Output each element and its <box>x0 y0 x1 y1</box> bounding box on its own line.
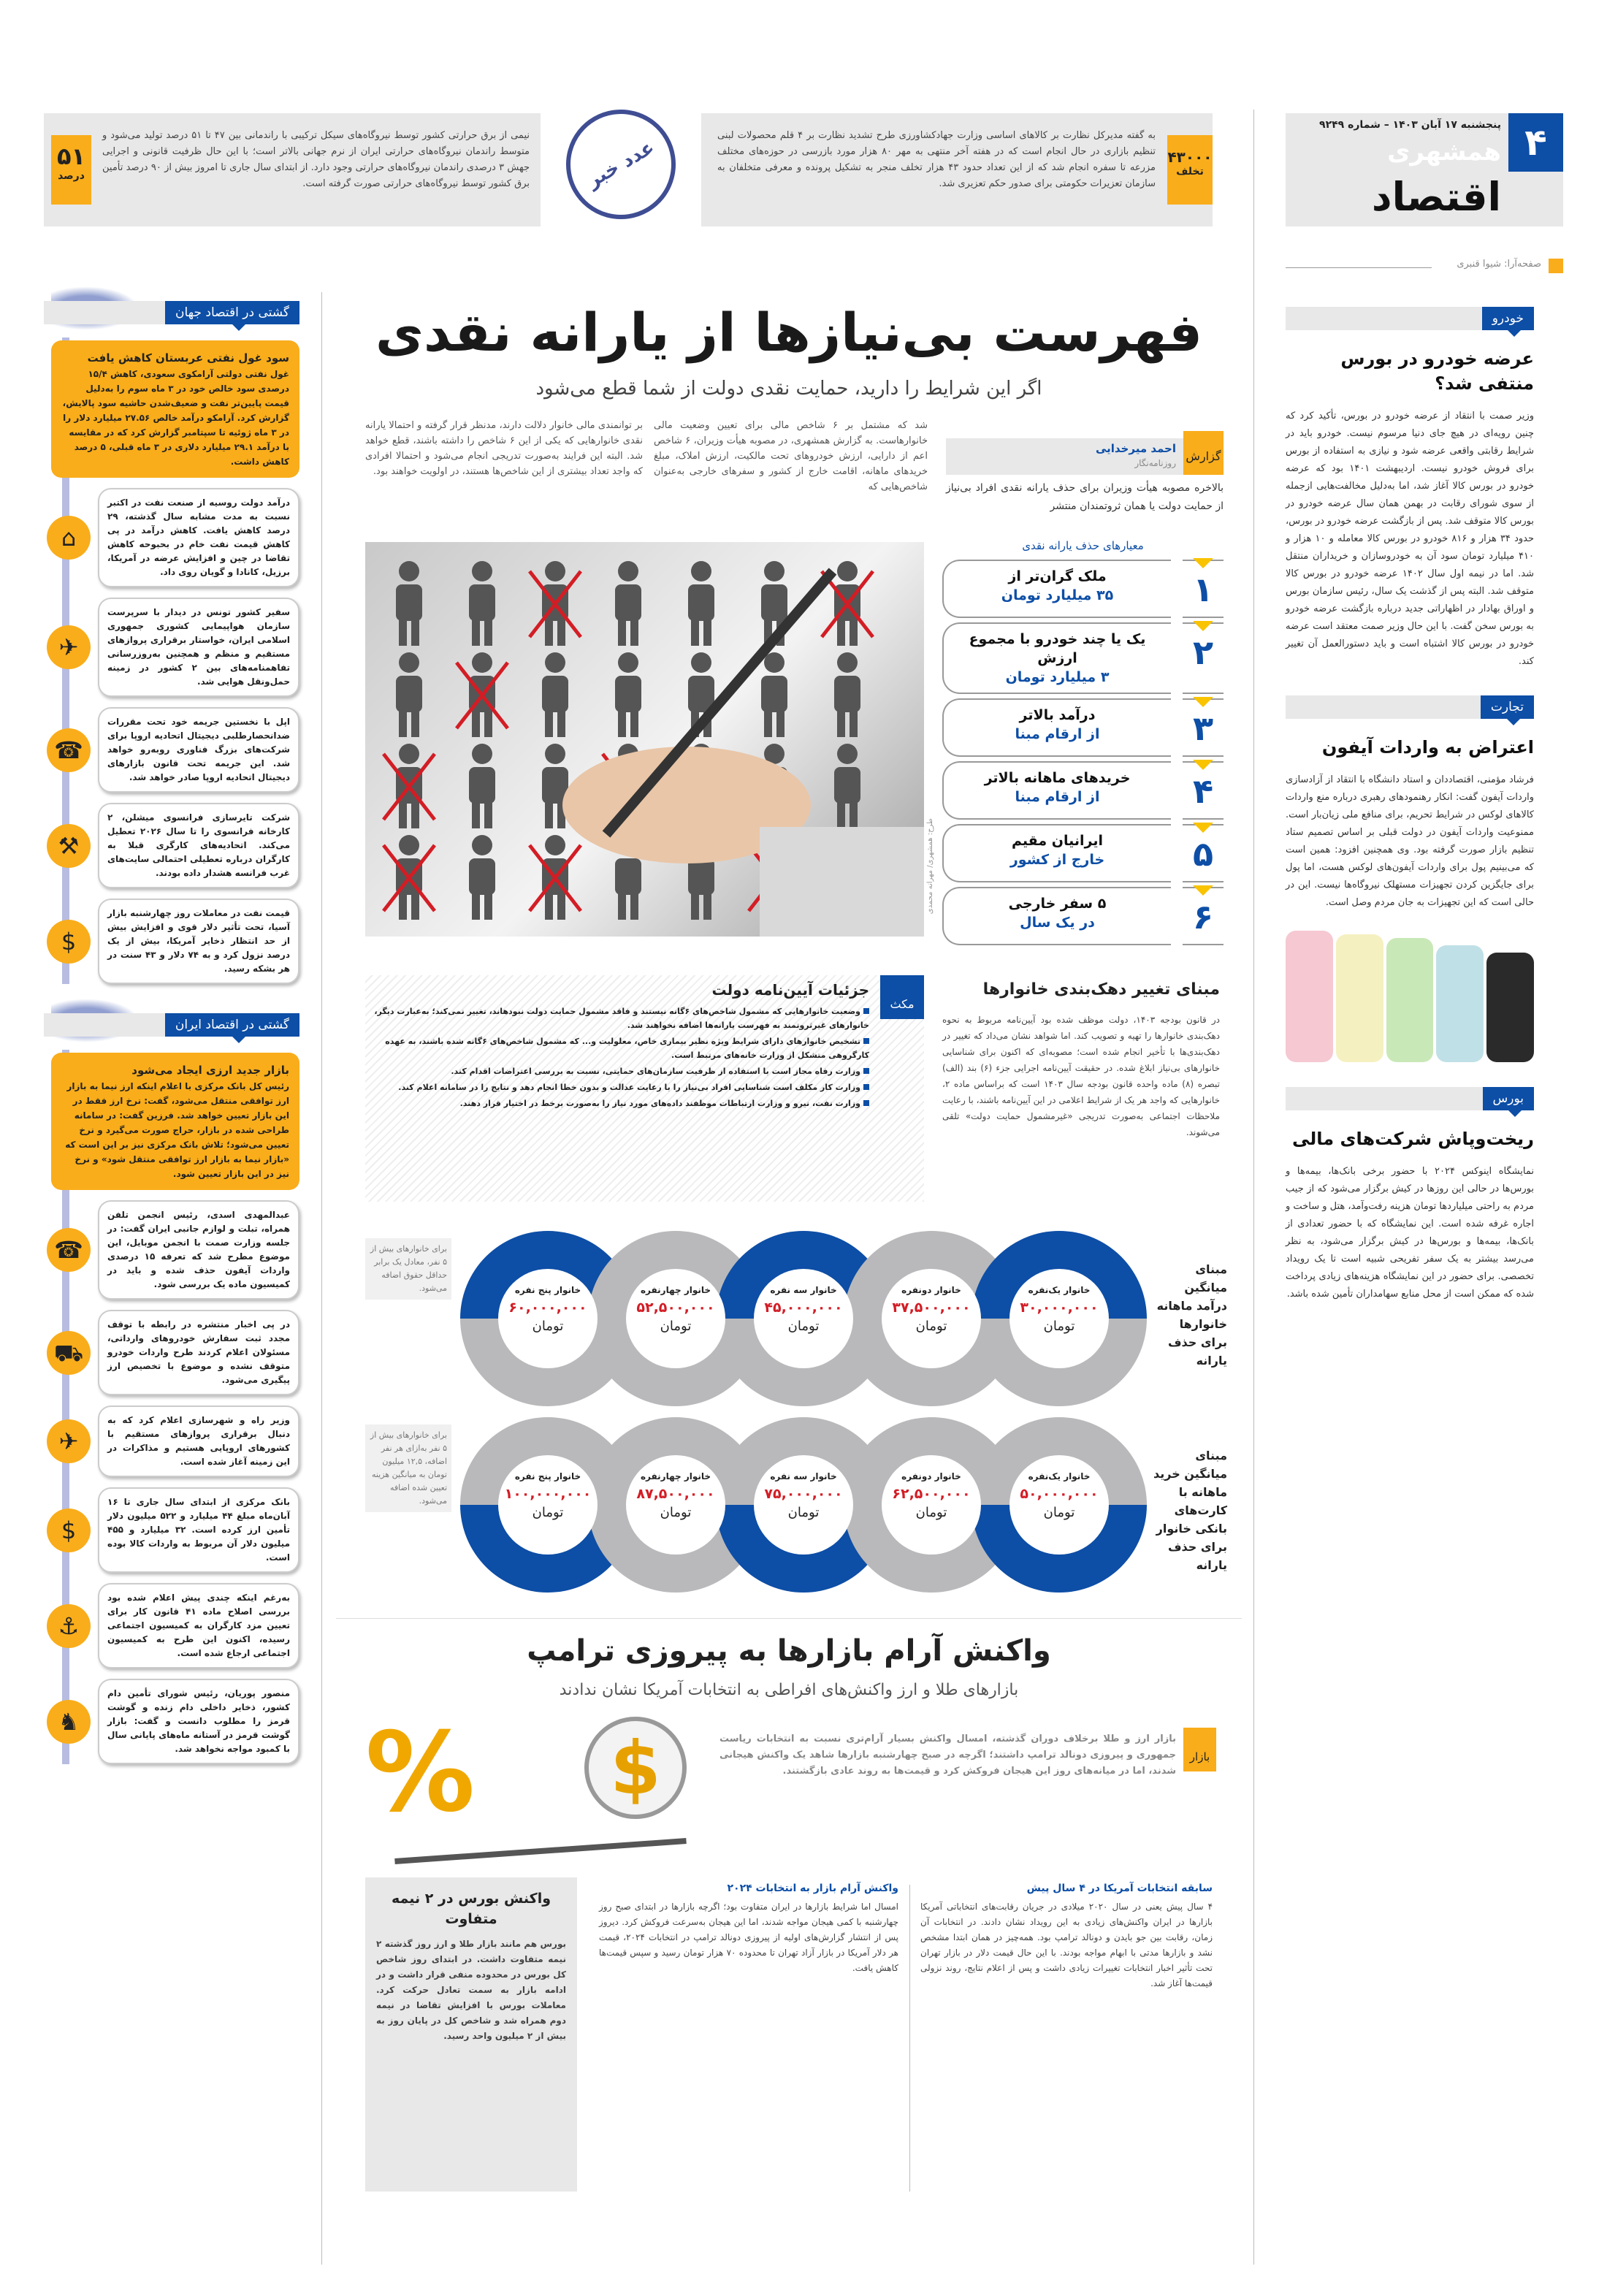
image-credit: طرح: همشهری/ مهرانه محمدی <box>926 818 934 915</box>
news-brief: قیمت نفت در معاملات روز چهارشنبه بازار آسیا، تحت تأثیر دلار قوی و افزایش بیش از حد انتظار ذخایر آمریکا، بیش از یک درصد نزول کرد و به ۷۴ دلار و ۴۳ سنت در هر بشکه رسید. <box>98 899 299 984</box>
article-body: وزیر صمت با انتقاد از عرضه خودرو در بورس، تأکید کرد که چنین رویه‌ای در هیچ جای دنیا مرسوم نیست. خودرو باید در شرایط رقابتی واقعی عرضه شود و نیازی به استفاده از بورس برای فروش خودرو نیست. اردیبهشت ۱۴۰۱ بود که عرضه خودرو در بورس کالا آغاز شد، اما به‌دلیل مخالفت‌هایی ازجمله از سوی شورای رقابت در بهمن همان سال عرضه خودرو در بورس کالا متوقف شد. پس از بازگشت عرضه خودرو در بورس، حدود ۳۴ هزار و ۸۱۶ خودرو در بورس کالا معامله و ۱۰ هزار و ۴۱۰ میلیارد تومان سود آن به خودروسازان و خریداران منتقل شد. اما در نیمه اول سال ۱۴۰۲ عرضه خودرو در بورس کالا متوقف شد. البته پس از گذشت یک سال، رئیس سازمان بورس و اوراق بهادار در اظهاراتی جدید درباره بازگشت عرضه خودرو به بورس سخن گفت. با این حال وزیر صمت معتقد است عرضه خودرو در بورس کالا اشتباه است و باید دستورالعمل آن تغییر کند. <box>1286 411 1534 667</box>
news-brief-row <box>44 1406 299 1477</box>
news-brief-row <box>44 803 299 888</box>
article-lead: بالاخره مصوبه هیأت وزیران برای حذف یارانه نقدی افراد بی‌نیاز از حمایت دولت یا همان ثروتمندان منتشر <box>946 482 1224 512</box>
family-size: خانوار پنج نفره <box>514 1285 581 1295</box>
news-brief-row <box>44 1487 299 1573</box>
article-title: عرضه خودرو در بورس منتفی شد؟ <box>1340 348 1534 394</box>
amount-unit: تومان <box>660 1319 692 1334</box>
box-kicker: مکث <box>880 975 924 1019</box>
headline-box <box>51 340 299 478</box>
criteria-line1: یک یا چند خودرو با مجموع ارزش <box>969 631 1146 666</box>
divider <box>1286 267 1432 268</box>
criteria-line2: خارج از کشور <box>1009 852 1105 868</box>
family-size: خانوار چهارنفره <box>640 1471 711 1481</box>
bourse-box <box>365 1877 577 2192</box>
person-icon <box>542 744 568 828</box>
chevron-down-icon <box>1193 558 1213 579</box>
stamp-logo: عدد خبر <box>546 90 696 240</box>
bullet-item <box>373 1004 869 1032</box>
left-column <box>44 301 299 1793</box>
news-article <box>1286 695 1534 1062</box>
illustration-gold-market <box>365 1709 709 1870</box>
criteria-title: معیارهای حذف یارانه نقدی <box>1022 539 1144 552</box>
logo-hamshahri: همشهری <box>1387 137 1501 167</box>
person-icon <box>396 652 422 737</box>
news-brief: وزیر راه و شهرسازی اعلام کرد که به دنبال برقراری پروازهای مستقیم با کشورهای اروپایی هستیم و مذاکرات در این زمینه آغاز شده است. <box>98 1406 299 1477</box>
section-label <box>1286 695 1534 719</box>
donut-label <box>882 1269 981 1368</box>
section-label <box>1286 307 1534 330</box>
author-box <box>946 438 1183 475</box>
mobile-icon: ☎ <box>47 1228 91 1272</box>
article-column: امسال اما شرایط بازارها در ایران متفاوت بود؛ اگرچه بازارها در ابتدای صبح روز چهارشنبه با کمی هیجان مواجه شدند، اما این هیجان به‌سرعت فروکش کرد. دیروز پس از انتشار گزارش‌های اولیه از پیروزی دونالد ترامپ در انتخابات ۲۰۲۴، قیمت هر دلار آمریکا در بازار آزاد تهران تا محدوده ۷۰ هزار تومان رسید و سپس قیمت‌ها کاهش یافت. <box>599 1902 898 1973</box>
criteria-line2: ۳ میلیارد تومان <box>1005 669 1110 685</box>
criteria-item <box>942 887 1224 945</box>
section-name: خودرو <box>1482 307 1534 330</box>
donut-label <box>626 1455 725 1555</box>
chevron-down-icon <box>1193 885 1213 906</box>
article-title: ریخت‌وپاش شرکت‌های مالی <box>1291 1129 1534 1149</box>
person-icon <box>542 652 568 737</box>
criteria-item <box>942 698 1224 757</box>
ship-icon: ⚓ <box>47 1604 91 1648</box>
donut-label <box>626 1269 725 1368</box>
article-kicker: بازار <box>1183 1728 1216 1771</box>
bullet-item <box>373 1096 869 1110</box>
section-name: تجارت <box>1481 695 1534 719</box>
car-icon: ⛟ <box>47 1331 91 1375</box>
donut-label <box>754 1269 853 1368</box>
person-icon <box>469 744 495 828</box>
criteria-number: ۲ <box>1183 622 1224 694</box>
number-text: به گفته مدیرکل نظارت بر کالاهای اساسی وزارت جهادکشاورزی طرح تشدید نظارت بر ۴ قلم محصولات لبنی تنظیم بازاری در حال انجام است که در هفته آخر منتهی به مهر ۸۰ هزار مورد بازرسی در حوزه‌های مختلف مزرعه تا سفره انجام شد که از این تعداد حدود ۴۳ هزار تخلف منجر به تشکیل پرونده و معرفی متخلفان به سازمان تعزیرات حکومتی برای صدور حکم تعزیری شد. <box>717 130 1156 189</box>
section-name: بورس <box>1483 1087 1534 1110</box>
divider <box>336 1618 1242 1619</box>
news-brief-row <box>44 1200 299 1300</box>
column-divider <box>321 292 322 2265</box>
number-unit: درصد <box>58 170 85 182</box>
family-size: خانوار چهارنفره <box>640 1285 711 1295</box>
criteria-item <box>942 622 1224 694</box>
donut-label <box>498 1269 598 1368</box>
amount-unit: تومان <box>915 1319 947 1334</box>
subhead: واکنش آرام بازار به انتخابات ۲۰۲۴ <box>727 1883 898 1894</box>
criteria-item <box>942 761 1224 820</box>
news-brief-row <box>44 1583 299 1668</box>
report-kicker: گزارش <box>1183 431 1224 475</box>
person-icon <box>469 561 495 646</box>
family-size: خانوار دونفره <box>901 1471 961 1481</box>
criteria-card <box>942 622 1171 694</box>
chevron-down-icon <box>1193 760 1213 780</box>
airplane-icon: ✈ <box>47 1419 91 1463</box>
designer-marker <box>1549 259 1563 273</box>
criteria-card <box>942 560 1171 618</box>
family-size: خانوار سه نفره <box>770 1471 837 1481</box>
bullet-item <box>373 1034 869 1062</box>
criteria-number: ۳ <box>1183 698 1224 757</box>
bullet-square-icon <box>863 1068 869 1074</box>
bullet-item <box>373 1064 869 1078</box>
page-number: ۴ <box>1508 113 1563 172</box>
amount-value: ۷۵,۰۰۰,۰۰۰ <box>764 1486 843 1502</box>
chevron-down-icon <box>1193 823 1213 843</box>
news-brief-row <box>44 1310 299 1395</box>
headline-text: رئیس کل بانک مرکزی با اعلام اینکه ارز نیما به بازار ارز توافقی منتقل می‌شود، گفت: نرخ ارز فقط در این بازار تعیین خواهد شد. فرزین گفت: در سامانه طراحی شده در بازار، حراج صورت می‌گیرد و نرخ تعیین می‌شود؛ تلاش بانک مرکزی نیز بر این است که «بازار نیما به بازار ارز توافقی منتقل شود» و نرخ نیز در این بازار تعیین شود. <box>65 1081 289 1179</box>
headline-title: سود غول نفتی عربستان کاهش یافت <box>87 351 289 365</box>
seesaw <box>394 1838 687 1864</box>
iphone-yellow <box>1336 934 1383 1062</box>
column-divider <box>1253 110 1254 2265</box>
decile-title: مبنای تغییر دهک‌بندی خانوارها <box>982 980 1220 999</box>
criteria-card <box>942 887 1171 945</box>
person-icon <box>688 561 714 646</box>
section-name: گشتی در اقتصاد جهان <box>165 301 299 324</box>
criteria-line1: ملک گران‌تر از <box>1008 568 1107 584</box>
box-text: بورس هم مانند بازار طلا و ارز روز گذشته ۲ نیمه متفاوت داشت. در ابتدای روز شاخص کل بورس در محدوده منفی قرار داشت و در ادامه بازار به سمت تعادل حرکت کرد. معاملات بورس با افزایش تقاضا در نیمه دوم همراه شد و شاخص کل در پایان روز به بیش از ۲ میلیون واحد رسید. <box>376 1939 566 2041</box>
page-subtitle: اگر این شرایط را دارید، حمایت نقدی دولت از شما قطع می‌شود <box>535 378 1042 400</box>
livestock-icon: ♞ <box>47 1700 91 1744</box>
news-article <box>1286 1087 1534 1303</box>
page-title: فهرست بی‌نیازها از یارانه نقدی <box>375 302 1202 363</box>
person-icon <box>396 561 422 646</box>
article-body: فرشاد مؤمنی، اقتصاددان و استاد دانشگاه با انتقاد از آزادسازی واردات آیفون گفت: انکار رهنمودهای رهبری درباره منع واردات کالاهای لوکس در شرایط تحریم، برای منافع ملی زیان‌بار است. ممنوعیت واردات آیفون در دولت قبلی بر اساس تصمیم ستاد تنظیم بازار صورت گرفته بود. وی همچنین افزود: همین است که می‌بینیم پول برای واردات آیفون‌های لوکس هست، اما پول برای جایگزین کردن تجهیزات مستهلک نیروگاه‌ها نیست. این در حالی است که این تجهیزات به جان مردم وصل است. <box>1286 774 1534 908</box>
row-note: برای خانوارهای بیش از ۵ نفر به‌ازای هر نفر اضافه، ۱۲,۵ میلیون تومان به میانگین هزینه تعیین شده اضافه می‌شود. <box>365 1424 451 1512</box>
criteria-card <box>942 698 1171 757</box>
chevron-down-icon <box>1193 697 1213 717</box>
news-brief-row <box>44 488 299 587</box>
factory-icon: ⌂ <box>47 516 91 560</box>
news-brief-row <box>44 899 299 984</box>
family-size: خانوار دونفره <box>901 1285 961 1295</box>
people-grid-image <box>365 542 924 937</box>
box-title: جزئیات آیین‌نامه دولت <box>711 981 869 999</box>
news-brief: عبدالمهدی اسدی، رئیس انجمن تلفن همراه، تبلت و لوازم جانبی ایران گفت: در جلسه وزارت صمت با انجمن موبایل، این موضوع مطرح شد که تعرفه ۱۵ درصدی واردات آیفون حذف شده و باید در کمیسیون ماده یک بررسی شود. <box>98 1200 299 1300</box>
section-label <box>44 301 299 324</box>
row-label: مبنای میانگین خرید ماهانه با کارت‌های بانکی خانوار برای حذف یارانه <box>1153 1449 1227 1572</box>
illustration-people-pen <box>365 542 924 937</box>
bullet-square-icon <box>863 1008 869 1014</box>
bullet-square-icon <box>863 1100 869 1106</box>
criteria-line1: خریدهای ماهانه بالاتر <box>984 770 1131 786</box>
iphone-teal <box>1436 945 1484 1062</box>
amount-unit: تومان <box>1043 1505 1075 1520</box>
donut-label <box>754 1455 853 1555</box>
criteria-card <box>942 824 1171 882</box>
article-subtitle: بازارهای طلا و ارز واکنش‌های افراطی به انتخابات آمریکا نشان ندادند <box>559 1681 1019 1699</box>
criteria-line1: ۵ سفر خارجی <box>1008 896 1107 912</box>
percent-icon: % <box>365 1709 476 1837</box>
designer-credit: صفحه‌آرا: شیوا قنبری <box>1457 259 1541 270</box>
bullet-text: وزارت نفت، نیرو و وزارت ارتباطات موظفند داده‌های مورد نیاز را به‌صورت برخط در اختیار قرار دهند. <box>459 1099 860 1108</box>
person-icon <box>834 652 860 737</box>
number-text: نیمی از برق حرارتی کشور توسط نیروگاه‌های سیکل ترکیبی با راندمانی بین ۴۷ تا ۵۱ درصد تولید می‌شود و متوسط راندمان نیروگاه‌های حرارتی ایران از نرم جهانی بالاتر است؛ با این حال ظرفیت قانونی و اجرایی جهش ۳ درصدی راندمان نیروگاه‌های حرارتی وجود دارد. از ابتدای سال جاری تا امروز بیش از ۹۰ درصد تأمین برق کشور توسط نیروگاه‌های حرارتی صورت گرفته است. <box>102 130 530 189</box>
family-size: خانوار یک‌نفره <box>1028 1285 1091 1295</box>
donut-label <box>498 1455 598 1555</box>
number-unit: تخلف <box>1176 166 1204 178</box>
box-detail <box>365 975 924 1202</box>
criteria-line2: از ارقام مبنا <box>1015 726 1100 742</box>
criteria-list <box>942 560 1224 945</box>
amount-value: ۶۲,۵۰۰,۰۰۰ <box>892 1486 971 1502</box>
worker-icon: ⚒ <box>47 824 91 868</box>
criteria-line1: درآمد بالاتر <box>1019 707 1096 723</box>
article-body: نمایشگاه اینوکس ۲۰۲۴ با حضور برخی بانک‌ها، بیمه‌ها و بورس‌ها در حالی این روزها در کیش برگزار می‌شود که از جیب مردم به راحتی میلیاردها تومان هزینه رفت‌وآمد، هتل و ساخت و اجاره غرفه شده است. این نمایشگاه که با حضور تعدادی از بانک‌ها، بیمه‌ها و بورس‌ها در کیش برگزار می‌شود، به نظر می‌رسد بیشتر به یک سفر تفریحی شبیه است تا یک رویداد تخصصی. برای حضور در این نمایشگاه هزینه‌های زیادی پرداخت شده که ممکن است از محل منابع سهامداران تأمین شده باشد. <box>1286 1166 1534 1300</box>
bullet-square-icon <box>863 1038 869 1044</box>
row-note: برای خانوارهای بیش از ۵ نفر، معادل یک برابر حداقل حقوق اضافه می‌شود. <box>365 1238 451 1300</box>
issue-date: پنجشنبه ۱۷ آبان ۱۴۰۳ – شماره ۹۲۴۹ <box>1319 119 1501 131</box>
person-icon <box>615 652 641 737</box>
amount-unit: تومان <box>532 1505 564 1520</box>
divider <box>909 1885 910 2192</box>
family-size: خانوار یک‌نفره <box>1028 1471 1091 1481</box>
criteria-item <box>942 560 1224 618</box>
headline-box <box>51 1053 299 1190</box>
iphone-pink <box>1286 931 1333 1062</box>
number-value: ۵۱ <box>56 142 86 170</box>
headline-title: بازار جدید ارزی ایجاد می‌شود <box>131 1064 289 1077</box>
number-badge <box>1167 135 1213 205</box>
news-brief: به‌رغم اینکه چندی پیش اعلام شده بود بررسی اصلاح ماده ۴۱ قانون کار برای تعیین مزد کارگران به کمیسیون اجتماعی رسیده، اکنون این طرح به کمیسیون اجتماعی ارجاع شده است. <box>98 1583 299 1668</box>
dollar-magnifier-icon: $ <box>584 1717 687 1819</box>
criteria-line1: ایرانیان مقیم <box>1012 833 1103 849</box>
news-brief: سفیر کشور تونس در دیدار با سرپرست سازمان هواپیمایی کشوری جمهوری اسلامی ایران، خواستار برقراری پروازهای مستقیم و منظم و همچنین به‌روزرسانی تفاهمنامه‌های بین ۲ کشور در زمینه حمل‌ونقل هوایی شد. <box>98 598 299 697</box>
chevron-down-icon <box>1193 621 1213 641</box>
person-icon <box>469 835 495 920</box>
criteria-card <box>942 761 1171 820</box>
amount-unit: تومان <box>1043 1319 1075 1334</box>
criteria-number: ۵ <box>1183 824 1224 882</box>
income-threshold-chart <box>365 1231 1227 1611</box>
coins-icon: $ <box>47 920 91 964</box>
criteria-item <box>942 824 1224 882</box>
amount-unit: تومان <box>660 1505 692 1520</box>
criteria-number: ۶ <box>1183 887 1224 945</box>
amount-unit: تومان <box>787 1505 820 1520</box>
amount-unit: تومان <box>787 1319 820 1334</box>
masthead <box>1286 113 1563 226</box>
iphone-green <box>1386 938 1434 1062</box>
amount-value: ۴۵,۰۰۰,۰۰۰ <box>764 1300 843 1316</box>
news-article <box>1286 307 1534 671</box>
article-lead: بازار ارز و طلا برخلاف دوران گذشته، امسال واکنش بسیار آرام‌تری نسبت به انتخابات ریاست جمهوری و پیروزی دونالد ترامپ داشتند؛ اگرچه در صبح چهارشنبه بازارها شاهد یک واکنش هیجانی شدند، اما در میانه‌های روز این هیجان فروکش کرد و قیمت‌ها به روند عادی بازگشتند. <box>719 1734 1176 1777</box>
number-news-left <box>44 113 541 226</box>
news-brief: در پی اخبار منتشره در رابطه با توقف مجدد ثبت سفارش خودروهای وارداتی، مسئولان اعلام کردند طرح واردات خودرو متوقف نشده و موضوع با تخصیص ارز پیگیری می‌شود. <box>98 1310 299 1395</box>
article-column: شد که مشتمل بر ۶ شاخص مالی برای تعیین وضعیت مالی خانوارهاست. به گزارش همشهری، در مصوبه هیأت وزیران، ۶ شاخص اعم از دارایی، ارزش خودروهای تحت مالکیت، ارزش املاک، مبلغ خریدهای ماهانه، اقامت خارج از کشور و سفرهای خارجی به‌عنوان شاخص‌هایی که <box>654 420 928 492</box>
author-role: روزنامه‌نگار <box>1134 458 1176 468</box>
donut-label <box>882 1455 981 1555</box>
news-brief-row <box>44 1679 299 1764</box>
right-column <box>1286 307 1534 1328</box>
family-size: خانوار سه نفره <box>770 1285 837 1295</box>
smartphone-icon: ☎ <box>47 728 91 772</box>
person-icon <box>834 744 860 828</box>
criteria-line2: ۳۵ میلیارد تومان <box>1001 587 1114 603</box>
bullet-square-icon <box>863 1084 869 1090</box>
amount-value: ۸۷,۵۰۰,۰۰۰ <box>636 1486 715 1502</box>
amount-value: ۶۰,۰۰۰,۰۰۰ <box>508 1300 587 1316</box>
news-roundup-world <box>44 301 299 984</box>
plane-icon: ✈ <box>47 625 91 669</box>
number-badge <box>51 135 91 205</box>
criteria-line2: از ارقام مبنا <box>1015 789 1100 805</box>
bullet-text: وزارت رفاه مجاز است با استفاده از ظرفیت سازمان‌های حمایتی، نسبت به بررسی اعتراضات اقدام کند. <box>451 1067 860 1076</box>
news-brief-row <box>44 598 299 697</box>
amount-unit: تومان <box>532 1319 564 1334</box>
amount-value: ۵۲,۵۰۰,۰۰۰ <box>636 1300 715 1316</box>
family-size: خانوار پنج نفره <box>514 1471 581 1481</box>
amount-value: ۵۰,۰۰۰,۰۰۰ <box>1020 1486 1099 1502</box>
article-column: ۴ سال پیش یعنی در سال ۲۰۲۰ میلادی در جریان رقابت‌های انتخاباتی آمریکا بازارها در ایران واکنش‌های زیادی به این رویداد نشان دادند. در انتخابات آن زمان، رقابت بین جو بایدن و دونالد ترامپ بود. همه‌چیز در همان ابتدا مشخص نشد و بازارها مدتی با ابهام مواجه بودند. با این حال قیمت دلار در بازار تهران تحت تأثیر اخبار انتخابات تغییرات زیادی داشت و پس از اعلام نتایج، روند نزولی قیمت‌ها آغاز شد. <box>920 1902 1213 1988</box>
news-brief: اپل با نخستین جریمه خود تحت مقررات ضدانحصارطلبی دیجیتال اتحادیه اروپا برای شرکت‌های بزرگ فناوری روبه‌رو خواهد شد. این جریمه تحت قانون بازارهای دیجیتال اتحادیه اروپا صادر خواهد شد. <box>98 707 299 793</box>
amount-value: ۳۰,۰۰۰,۰۰۰ <box>1020 1300 1099 1316</box>
amount-value: ۱۰۰,۰۰۰,۰۰۰ <box>504 1486 592 1502</box>
section-name: گشتی در اقتصاد ایران <box>165 1013 299 1037</box>
decile-text: در قانون بودجه ۱۴۰۳، دولت موظف شده بود آیین‌نامه مربوط به نحوه دهک‌بندی خانوارها را تهیه و تصویب کند. اما شواهد نشان می‌داد که تغییر در دهک‌بندی‌ها با تأخیر انجام شده است؛ مصوبه‌ای که اکنون برای شناسایی خانوارهای بی‌نیاز ابلاغ شده. در حقیقت آیین‌نامه اجرایی جزء (۶) بند (الف) تبصره (۸) ماده واحده قانون بودجه سال ۱۴۰۳ است که براساس ماده ۲، خانوارهایی که واجد هر یک از شرایط اعلامی در این آیین‌نامه باشند، با رعایت ملاحظات اجتماعی به‌صورت تدریجی «غیرمشمول حمایت دولت» تلقی می‌شوند. <box>942 1015 1220 1137</box>
person-icon <box>761 652 787 737</box>
iphone-image <box>1286 923 1534 1062</box>
news-brief: منصور پوریان، رئیس شورای تأمین دام کشور، ذخایر داخلی دام زنده و گوشت قرمز را مطلوب دانست و گفت: بازار گوشت قرمز در آستانه ماه‌های پایانی سال با کمبود مواجه نخواهد شد. <box>98 1679 299 1764</box>
number-news-right <box>701 113 1213 226</box>
criteria-line2: در یک سال <box>1020 915 1095 931</box>
bullet-text: تشخیص خانوارهای دارای شرایط ویژه نظیر بیماری خاص، معلولیت و... که مشمول شاخص‌های ۶گانه شده باشند، به عهده کارگروهی متشکل از وزارت خانه‌های مرتبط است. <box>385 1037 869 1060</box>
box-bullets <box>373 1004 869 1113</box>
iphone-black <box>1486 953 1534 1062</box>
headline-text: غول نفتی دولتی آرامکوی سعودی، کاهش ۱۵/۴ درصدی سود خالص خود در ۳ ماه سوم را به‌دلیل قیمت پایین‌تر نفت و ضعیف‌شدن حاشیه سود پالایش، گزارش کرد. آرامکو درآمد خالص ۲۷.۵۶ میلیارد دلار را در ۳ ماه ژوئیه تا سپتامبر گزارش کرد که در مقایسه با درآمد ۲۹.۱ میلیارد دلاری در ۳ ماه قبلی، ۵ درصد کاهش داشت. <box>62 369 289 467</box>
donut-label <box>1009 1455 1109 1555</box>
person-icon <box>615 561 641 646</box>
author-name: احمد میرخدایی <box>1095 442 1176 455</box>
donut-label <box>1009 1269 1109 1368</box>
money-icon: $ <box>47 1509 91 1552</box>
logo-eqtesad: اقتصاد <box>1371 174 1501 220</box>
article-title: واکنش آرام بازارها به پیروزی ترامپ <box>527 1634 1051 1668</box>
bullet-item <box>373 1080 869 1094</box>
bullet-text: وضعیت خانوارهایی که مشمول شاخص‌های ۶گانه نیستند و فاقد مشمول حمایت دولت نبودهاند، تغییر نمی‌کند؛ به‌عبارت دیگر، خانوارهای غیرثروتمند به فهرست یارانه‌ها اضافه نخواهند شد. <box>374 1007 869 1030</box>
news-brief: شرکت تایرسازی فرانسوی میشلن، ۲ کارخانه فرانسوی را تا سال ۲۰۲۶ تعطیل می‌کند. اتحادیه‌های کارگری قبلا به کارگران درباره تعطیلی احتمالی سایت‌های غرب فرانسه هشدار داده بودند. <box>98 803 299 888</box>
article-column: بر توانمندی مالی خانوار دلالت دارند، مدنظر قرار گرفته و احتمالا یارانه نقدی خانوارهایی که یکی از این ۶ شاخص را داشته باشند، قطع خواهد شد. البته این فرایند به‌صورت تدریجی انجام می‌شود و احتمالا افرادی که واجد تعداد بیشتری از این شاخص‌ها هستند، در اولویت خواهند بود. <box>365 420 643 477</box>
article-title: اعتراض به واردات آیفون <box>1321 737 1534 758</box>
news-brief: بانک مرکزی از ابتدای سال جاری تا ۱۶ آبان‌ماه مبلغ ۴۴ میلیارد و ۵۲۲ میلیون دلار تأمین ارز کرده است. ۳۲ میلیارد و ۴۵۵ میلیون دلار آن مربوط به واردات کالا بوده است. <box>98 1487 299 1573</box>
number-value: ۴۳۰۰۰ <box>1167 148 1213 166</box>
amount-unit: تومان <box>915 1505 947 1520</box>
criteria-number: ۱ <box>1183 560 1224 618</box>
criteria-number: ۴ <box>1183 761 1224 820</box>
bullet-text: وزارت کار مکلف است شناسایی افراد بی‌نیاز را با رعایت عدالت و بدون خطا انجام دهد و نتایج را در سامانه اعلام کند. <box>398 1083 860 1092</box>
news-brief-row <box>44 707 299 793</box>
box-title: واکنش بورس در ۲ نیمه متفاوت <box>391 1891 551 1927</box>
subhead: سابقه انتخابات آمریکا در ۴ سال پیش <box>1026 1883 1213 1894</box>
news-brief: درآمد دولت روسیه از صنعت نفت در اکتبر نسبت به مدت مشابه سال گذشته، ۲۹ درصد کاهش یافت. کاهش درآمد در پی کاهش قیمت نفت خام در بحبوحه کاهش تقاضا در چین و افزایش عرضه در آمریکا، برزیل، کانادا و گویان روی داد. <box>98 488 299 587</box>
news-roundup-iran <box>44 1013 299 1764</box>
row-label: مبنای میانگین درآمد ماهانه خانوارها برای حذف یارانه <box>1156 1262 1227 1368</box>
section-label <box>1286 1087 1534 1110</box>
section-label <box>44 1013 299 1037</box>
amount-value: ۳۷,۵۰۰,۰۰۰ <box>892 1300 971 1316</box>
